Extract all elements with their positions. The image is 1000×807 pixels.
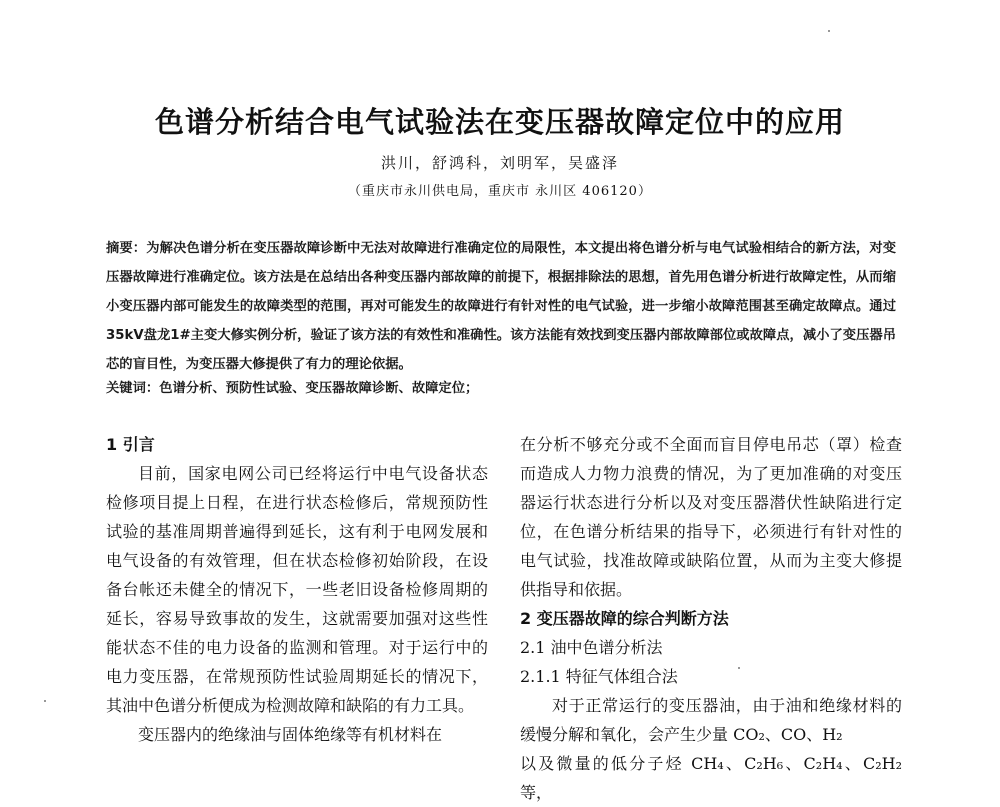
body-paragraph: 变压器内的绝缘油与固体绝缘等有机材料在 <box>138 725 443 744</box>
keywords-label: 关键词： <box>106 381 160 396</box>
keywords-block <box>106 379 896 399</box>
section-heading-diagnosis-methods: 2 变压器故障的综合判断方法 <box>520 609 729 628</box>
right-column <box>520 430 902 807</box>
subsubsection-heading-gas-combination: 2.1.1 特征气体组合法 <box>520 667 678 686</box>
scan-speck <box>828 30 830 32</box>
scan-speck <box>738 667 740 669</box>
abstract-label: 摘要： <box>106 241 147 256</box>
author-list: 洪川，舒鸿科，刘明军，吴盛泽 <box>380 154 619 172</box>
body-paragraph: 以及微量的低分子烃 CH₄、C₂H₆、C₂H₄、C₂H₂ 等， <box>520 754 902 802</box>
abstract-text: 为解决色谱分析在变压器故障诊断中无法对故障进行准确定位的局限性，本文提出将色谱分析与电气试验相结合的新方法，对变压器故障进行准确定位。该方法是在总结出各种变压器内部故障的前提下，根据排除法的思想，首先用色谱分析进行故障定性，从而缩小变压器内部可能发生的故障类型的范围，再对可能发生的故障进行有针对性的电气试验，进一步缩小故障范围甚至确定故障点。通过35kV盘龙1#主变大修实例分析，验证了该方法的有效性和准确性。该方法能有效找到变压器内部故障部位或故障点，减小了变压器吊芯的盲目性，为变压器大修提供了有力的理论依据。 <box>106 241 897 372</box>
keywords-text: 色谱分析、预防性试验、变压器故障诊断、故障定位； <box>159 381 479 396</box>
body-paragraph: 对于正常运行的变压器油，由于油和绝缘材料的缓慢分解和氧化，会产生少量 CO₂、CO、H₂ <box>520 696 902 744</box>
abstract-block <box>106 234 896 379</box>
paper-title: 色谱分析结合电气试验法在变压器故障定位中的应用 <box>154 105 845 139</box>
section-heading-introduction: 1 引言 <box>106 435 155 454</box>
scan-speck <box>44 700 46 702</box>
body-paragraph: 目前，国家电网公司已经将运行中电气设备状态检修项目提上日程，在进行状态检修后，常规预防性试验的基准周期普遍得到延长，这有利于电网发展和电气设备的有效管理，但在状态检修初始阶段，在设备台帐还未健全的情况下，一些老旧设备检修周期的延长，容易导致事故的发生，这就需要加强对这些性能状态不佳的电力设备的监测和管理。对于运行中的电力变压器，在常规预防性试验周期延长的情况下，其油中色谱分析便成为检测故障和缺陷的有力工具。 <box>106 464 488 715</box>
body-paragraph-continued: 在分析不够充分或不全面而盲目停电吊芯（罩）检查而造成人力物力浪费的情况，为了更加准确的对变压器运行状态进行分析以及对变压器潜伏性缺陷进行定位，在色谱分析结果的指导下，必须进行有针对性的电气试验，找准故障或缺陷位置，从而为主变大修提供指导和依据。 <box>520 435 902 599</box>
author-affiliation: （重庆市永川供电局，重庆市 永川区 406120） <box>348 184 652 199</box>
left-column <box>106 430 488 749</box>
subsection-heading-chromatography: 2.1 油中色谱分析法 <box>520 638 663 657</box>
